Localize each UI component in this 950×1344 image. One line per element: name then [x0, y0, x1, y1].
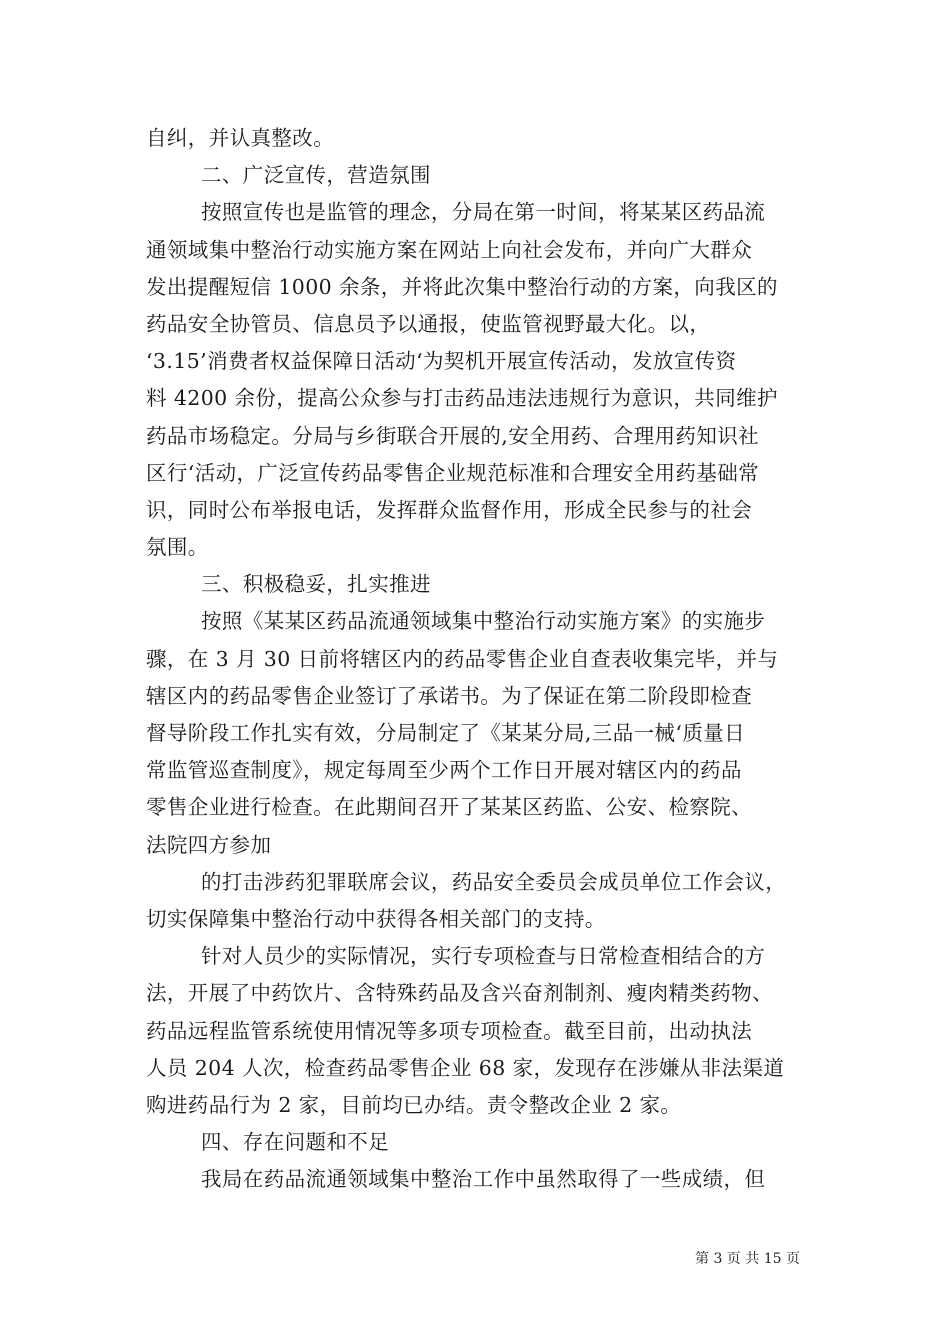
text-line: 针对人员少的实际情况，实行专项检查与日常检查相结合的方 — [201, 944, 766, 969]
text-line: 常监管巡查制度》，规定每周至少两个工作日开展对辖区内的药品 — [146, 758, 742, 783]
text-line: 四、存在问题和不足 — [201, 1130, 390, 1155]
text-line: 料 4200 余份，提高公众参与打击药品违法违规行为意识，共同维护 — [146, 386, 778, 411]
page-number: 第 3 页 共 15 页 — [695, 1251, 800, 1267]
text-line: 按照《某某区药品流通领域集中整治行动实施方案》的实施步 — [201, 609, 766, 634]
text-line: 人员 204 人次，检查药品零售企业 68 家，发现存在涉嫌从非法渠道 — [146, 1055, 785, 1080]
text-line: 药品远程监管系统使用情况等多项专项检查。截至目前，出动执法 — [146, 1018, 753, 1043]
text-line: 辖区内的药品零售企业签订了承诺书。为了保证在第二阶段即检查 — [146, 683, 753, 708]
text-line: ‘3.15’消费者权益保障日活动‘为契机开展宣传活动，发放宣传资 — [146, 349, 737, 374]
text-line: 药品安全协管员、信息员予以通报，使监管视野最大化。以， — [146, 311, 711, 336]
text-line: 按照宣传也是监管的理念，分局在第一时间，将某某区药品流 — [201, 200, 766, 225]
text-line: 的打击涉药犯罪联席会议，药品安全委员会成员单位工作会议， — [201, 869, 787, 894]
text-line: 督导阶段工作扎实有效，分局制定了《某某分局,三品一械‘质量日 — [146, 721, 746, 745]
text-line: 自纠，并认真整改。 — [146, 126, 335, 150]
text-line: 发出提醒短信 1000 余条，并将此次集中整治行动的方案，向我区的 — [146, 274, 778, 299]
text-line: 法，开展了中药饮片、含特殊药品及含兴奋剂制剂、瘦肉精类药物、 — [146, 981, 773, 1006]
text-line: 区行‘活动，广泛宣传药品零售企业规范标准和合理安全用药基础常 — [146, 460, 760, 485]
text-line: 购进药品行为 2 家，目前均已办结。责令整改企业 2 家。 — [146, 1092, 682, 1117]
text-line: 识，同时公布举报电话，发挥群众监督作用，形成全民参与的社会 — [146, 497, 753, 522]
text-line: 法院四方参加 — [146, 832, 272, 857]
text-line: 二、广泛宣传，营造氛围 — [201, 163, 431, 188]
text-line: 零售企业进行检查。在此期间召开了某某区药监、公安、检察院、 — [146, 795, 753, 820]
text-line: 切实保障集中整治行动中获得各相关部门的支持。 — [146, 906, 606, 931]
text-line: 通领域集中整治行动实施方案在网站上向社会发布，并向广大群众 — [146, 237, 753, 262]
text-line: 三、积极稳妥，扎实推进 — [201, 572, 431, 597]
body-text — [146, 120, 808, 1198]
text-line: 药品市场稳定。分局与乡街联合开展的,安全用药、合理用药知识社 — [146, 423, 760, 448]
text-line: 骤，在 3 月 30 日前将辖区内的药品零售企业自查表收集完毕，并与 — [146, 646, 779, 671]
text-line: 我局在药品流通领域集中整治工作中虽然取得了一些成绩，但 — [201, 1167, 766, 1192]
text-line: 氛围。 — [146, 535, 209, 560]
